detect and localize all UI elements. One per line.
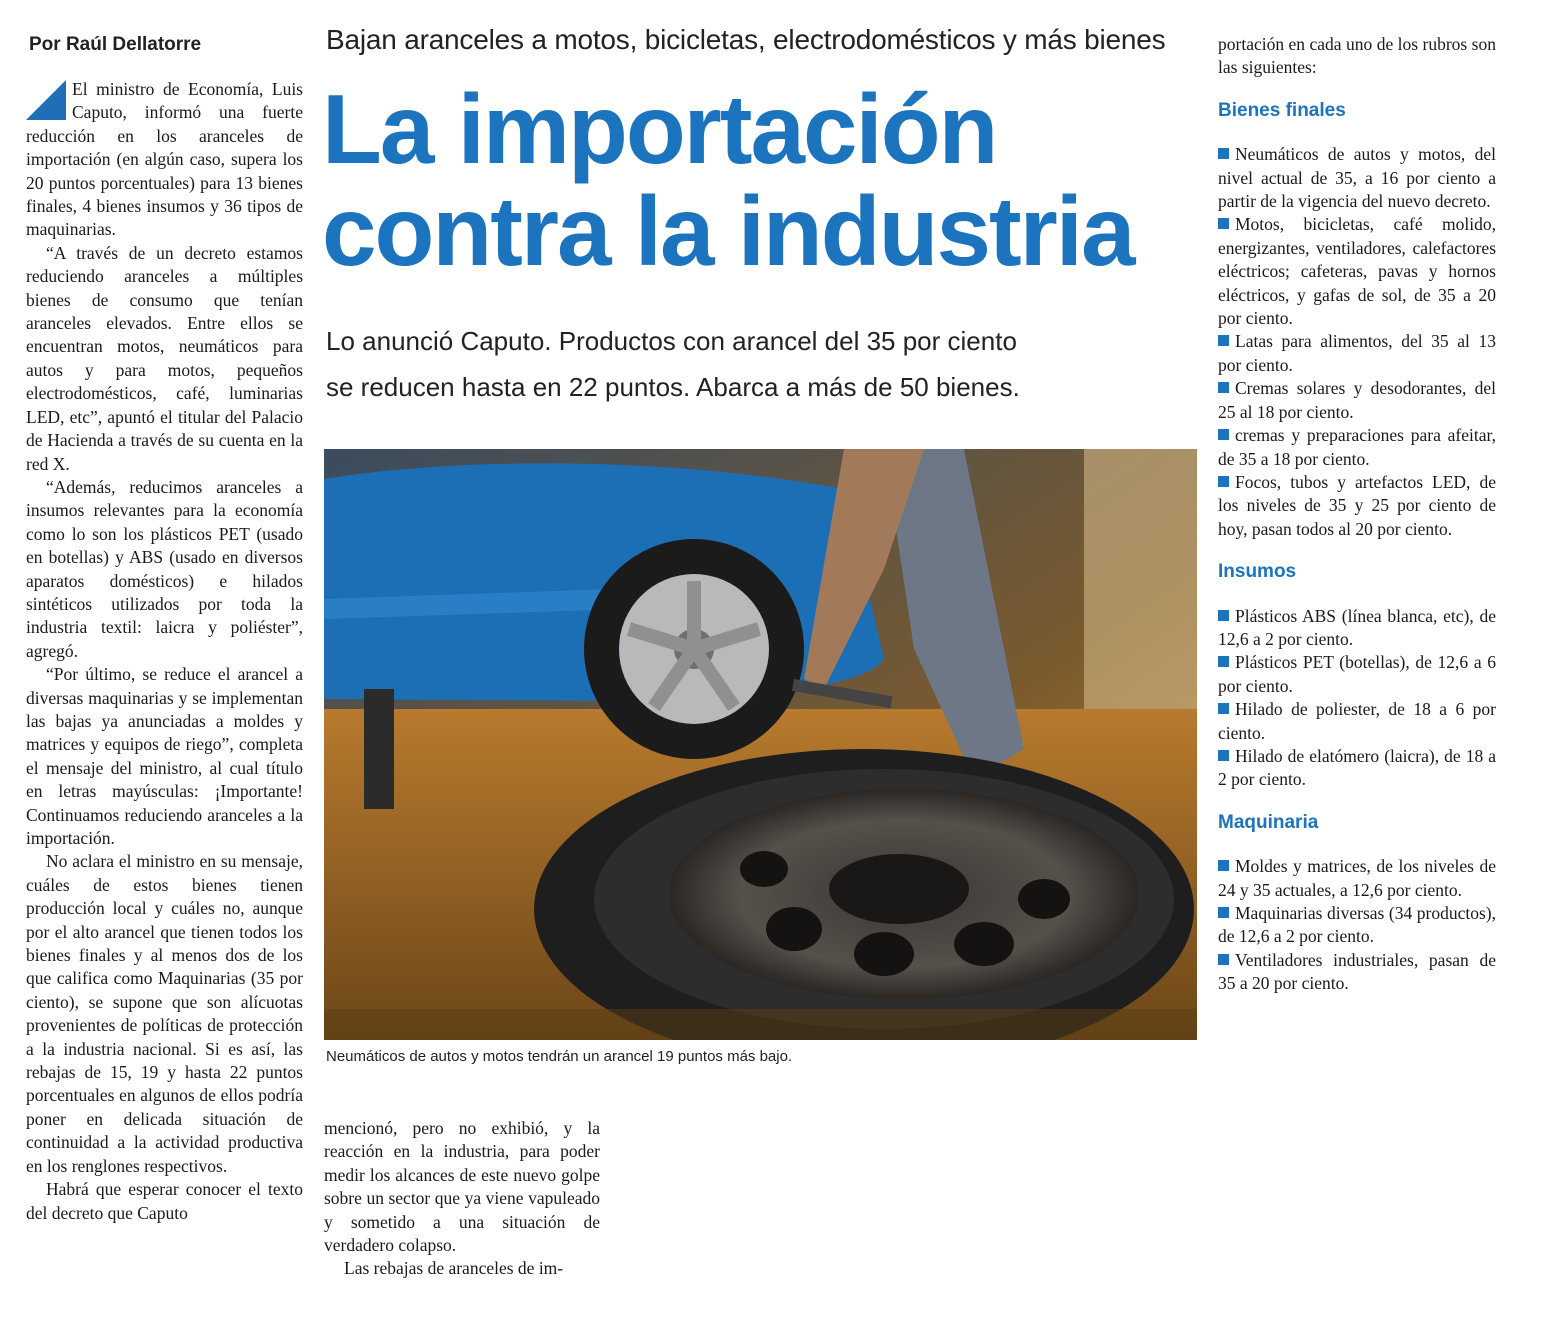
square-bullet-icon [1218, 335, 1229, 346]
paragraph: El ministro de Economía, Luis Caputo, informó una fuerte reducción en los aranceles de importación (en algún caso, supera los 20 puntos porcentuales) para 13 bienes finales, 4 bienes insumos y 36 tipos de maquinarias. [26, 79, 303, 240]
square-bullet-icon [1218, 703, 1229, 714]
list-item: Hilado de poliester, de 18 a 6 por ciento. [1218, 699, 1496, 743]
square-bullet-icon [1218, 382, 1229, 393]
tire-change-illustration [324, 449, 1197, 1040]
square-bullet-icon [1218, 148, 1229, 159]
paragraph: “Por último, se reduce el arancel a diversas maquinarias y se implementan las bajas ya anunciadas a moldes y matrices y equipos de riego”, completa el mensaje del ministro, al cual título en letras mayúsculas: ¡Importante! Continuamos reduciendo aranceles a la importación. [26, 664, 303, 848]
square-bullet-icon [1218, 954, 1229, 965]
list-item: Hilado de elatómero (laicra), de 18 a 2 por ciento. [1218, 745, 1496, 790]
deck [326, 318, 1086, 410]
photo-caption: Neumáticos de autos y motos tendrán un arancel 19 puntos más bajo. [326, 1048, 793, 1065]
kicker: Bajan aranceles a motos, bicicletas, electrodomésticos y más bienes [326, 24, 1166, 55]
paragraph: “Además, reducimos aranceles a insumos relevantes para la economía como lo son los plásticos PET (usado en botellas) y ABS (usado en diversos aparatos domésticos) e hilados sintéticos utilizados por toda la industria textil: laicra y poliéster”, agregó. [26, 476, 303, 661]
square-bullet-icon [1218, 218, 1229, 229]
article-column-1 [26, 78, 303, 1225]
square-bullet-icon [1218, 750, 1229, 761]
tire-photo [324, 449, 1197, 1040]
section-title-insumos: Insumos [1218, 561, 1297, 583]
list-item: Neumáticos de autos y motos, del nivel actual de 35, a 16 por ciento a partir de la vigencia del nuevo decreto. [1218, 144, 1496, 212]
square-bullet-icon [1218, 429, 1229, 440]
list-item: Plásticos PET (botellas), de 12,6 a 6 por ciento. [1218, 652, 1496, 696]
square-bullet-icon [1218, 907, 1229, 918]
drop-mark-icon [26, 80, 66, 120]
square-bullet-icon [1218, 860, 1229, 871]
list-item: Motos, bicicletas, café molido, energizantes, ventiladores, calefactores eléctricos; cafeteras, pavas y hornos eléctricos, y gafas de sol, de 35 a 20 por ciento. [1218, 214, 1496, 329]
square-bullet-icon [1218, 656, 1229, 667]
article-column-3 [1218, 33, 1496, 996]
paragraph: “A través de un decreto estamos reduciendo aranceles a múltiples bienes de consumo que tenían aranceles elevados. Entre ellos se encuentran motos, neumáticos para autos y para motos, pequeños electrodomésticos, café, luminarias LED, etc”, apuntó el titular del Palacio de Hacienda a través de su cuenta en la red X. [26, 242, 303, 474]
list-item: Focos, tubos y artefactos LED, de los niveles de 35 y 25 por ciento de hoy, pasan todos al 20 por ciento. [1218, 471, 1496, 539]
deck-line-1: Lo anunció Caputo. Productos con arancel del 35 por ciento [326, 326, 1017, 356]
section-title-maquinaria: Maquinaria [1218, 811, 1319, 833]
paragraph: Habrá que esperar conocer el texto del decreto que Caputo [26, 1179, 303, 1223]
list-item: Ventiladores industriales, pasan de 35 a 20 por ciento. [1218, 949, 1496, 994]
article-column-2 [324, 1117, 600, 1281]
list-item: Moldes y matrices, de los niveles de 24 y 35 actuales, a 12,6 por ciento. [1218, 856, 1496, 900]
paragraph: No aclara el ministro en su mensaje, cuáles de estos bienes tienen producción local y cuáles no, aunque por el alto arancel que tienen todos los bienes finales y al menos dos de los que califica como Maquinarias (35 por ciento), se supone que son alícuotas provenientes de políticas de protección a la industria nacional. Si es así, las rebajas de 15, 19 y hasta 22 puntos porcentuales en algunos de ellos podría poner en delicada situación de continuidad a la actividad productiva en los renglones respectivos. [26, 851, 303, 1176]
headline-line-2: contra la industria [322, 176, 1134, 286]
list-item: cremas y preparaciones para afeitar, de 35 a 18 por ciento. [1218, 425, 1496, 469]
list-item: Plásticos ABS (línea blanca, etc), de 12,6 a 2 por ciento. [1218, 605, 1496, 649]
section-title-bienes-finales: Bienes finales [1218, 99, 1346, 121]
list-item: Maquinarias diversas (34 productos), de 12,6 a 2 por ciento. [1218, 903, 1496, 947]
square-bullet-icon [1218, 476, 1229, 487]
paragraph: mencionó, pero no exhibió, y la reacción en la industria, para poder medir los alcances de este nuevo golpe sobre un sector que ya viene vapuleado y sometido a una situación de verdadero colapso. [324, 1118, 600, 1256]
headline-line-1: La importación [322, 74, 997, 184]
deck-line-2: se reducen hasta en 22 puntos. Abarca a más de 50 bienes. [326, 372, 1020, 402]
list-item: Latas para alimentos, del 35 al 13 por ciento. [1218, 331, 1496, 375]
list-item: Cremas solares y desodorantes, del 25 al 18 por ciento. [1218, 378, 1496, 422]
headline [322, 74, 1134, 286]
square-bullet-icon [1218, 610, 1229, 621]
paragraph: portación en cada uno de los rubros son las siguientes: [1218, 34, 1496, 78]
byline: Por Raúl Dellatorre [29, 34, 202, 55]
paragraph: Las rebajas de aranceles de im- [344, 1258, 564, 1279]
